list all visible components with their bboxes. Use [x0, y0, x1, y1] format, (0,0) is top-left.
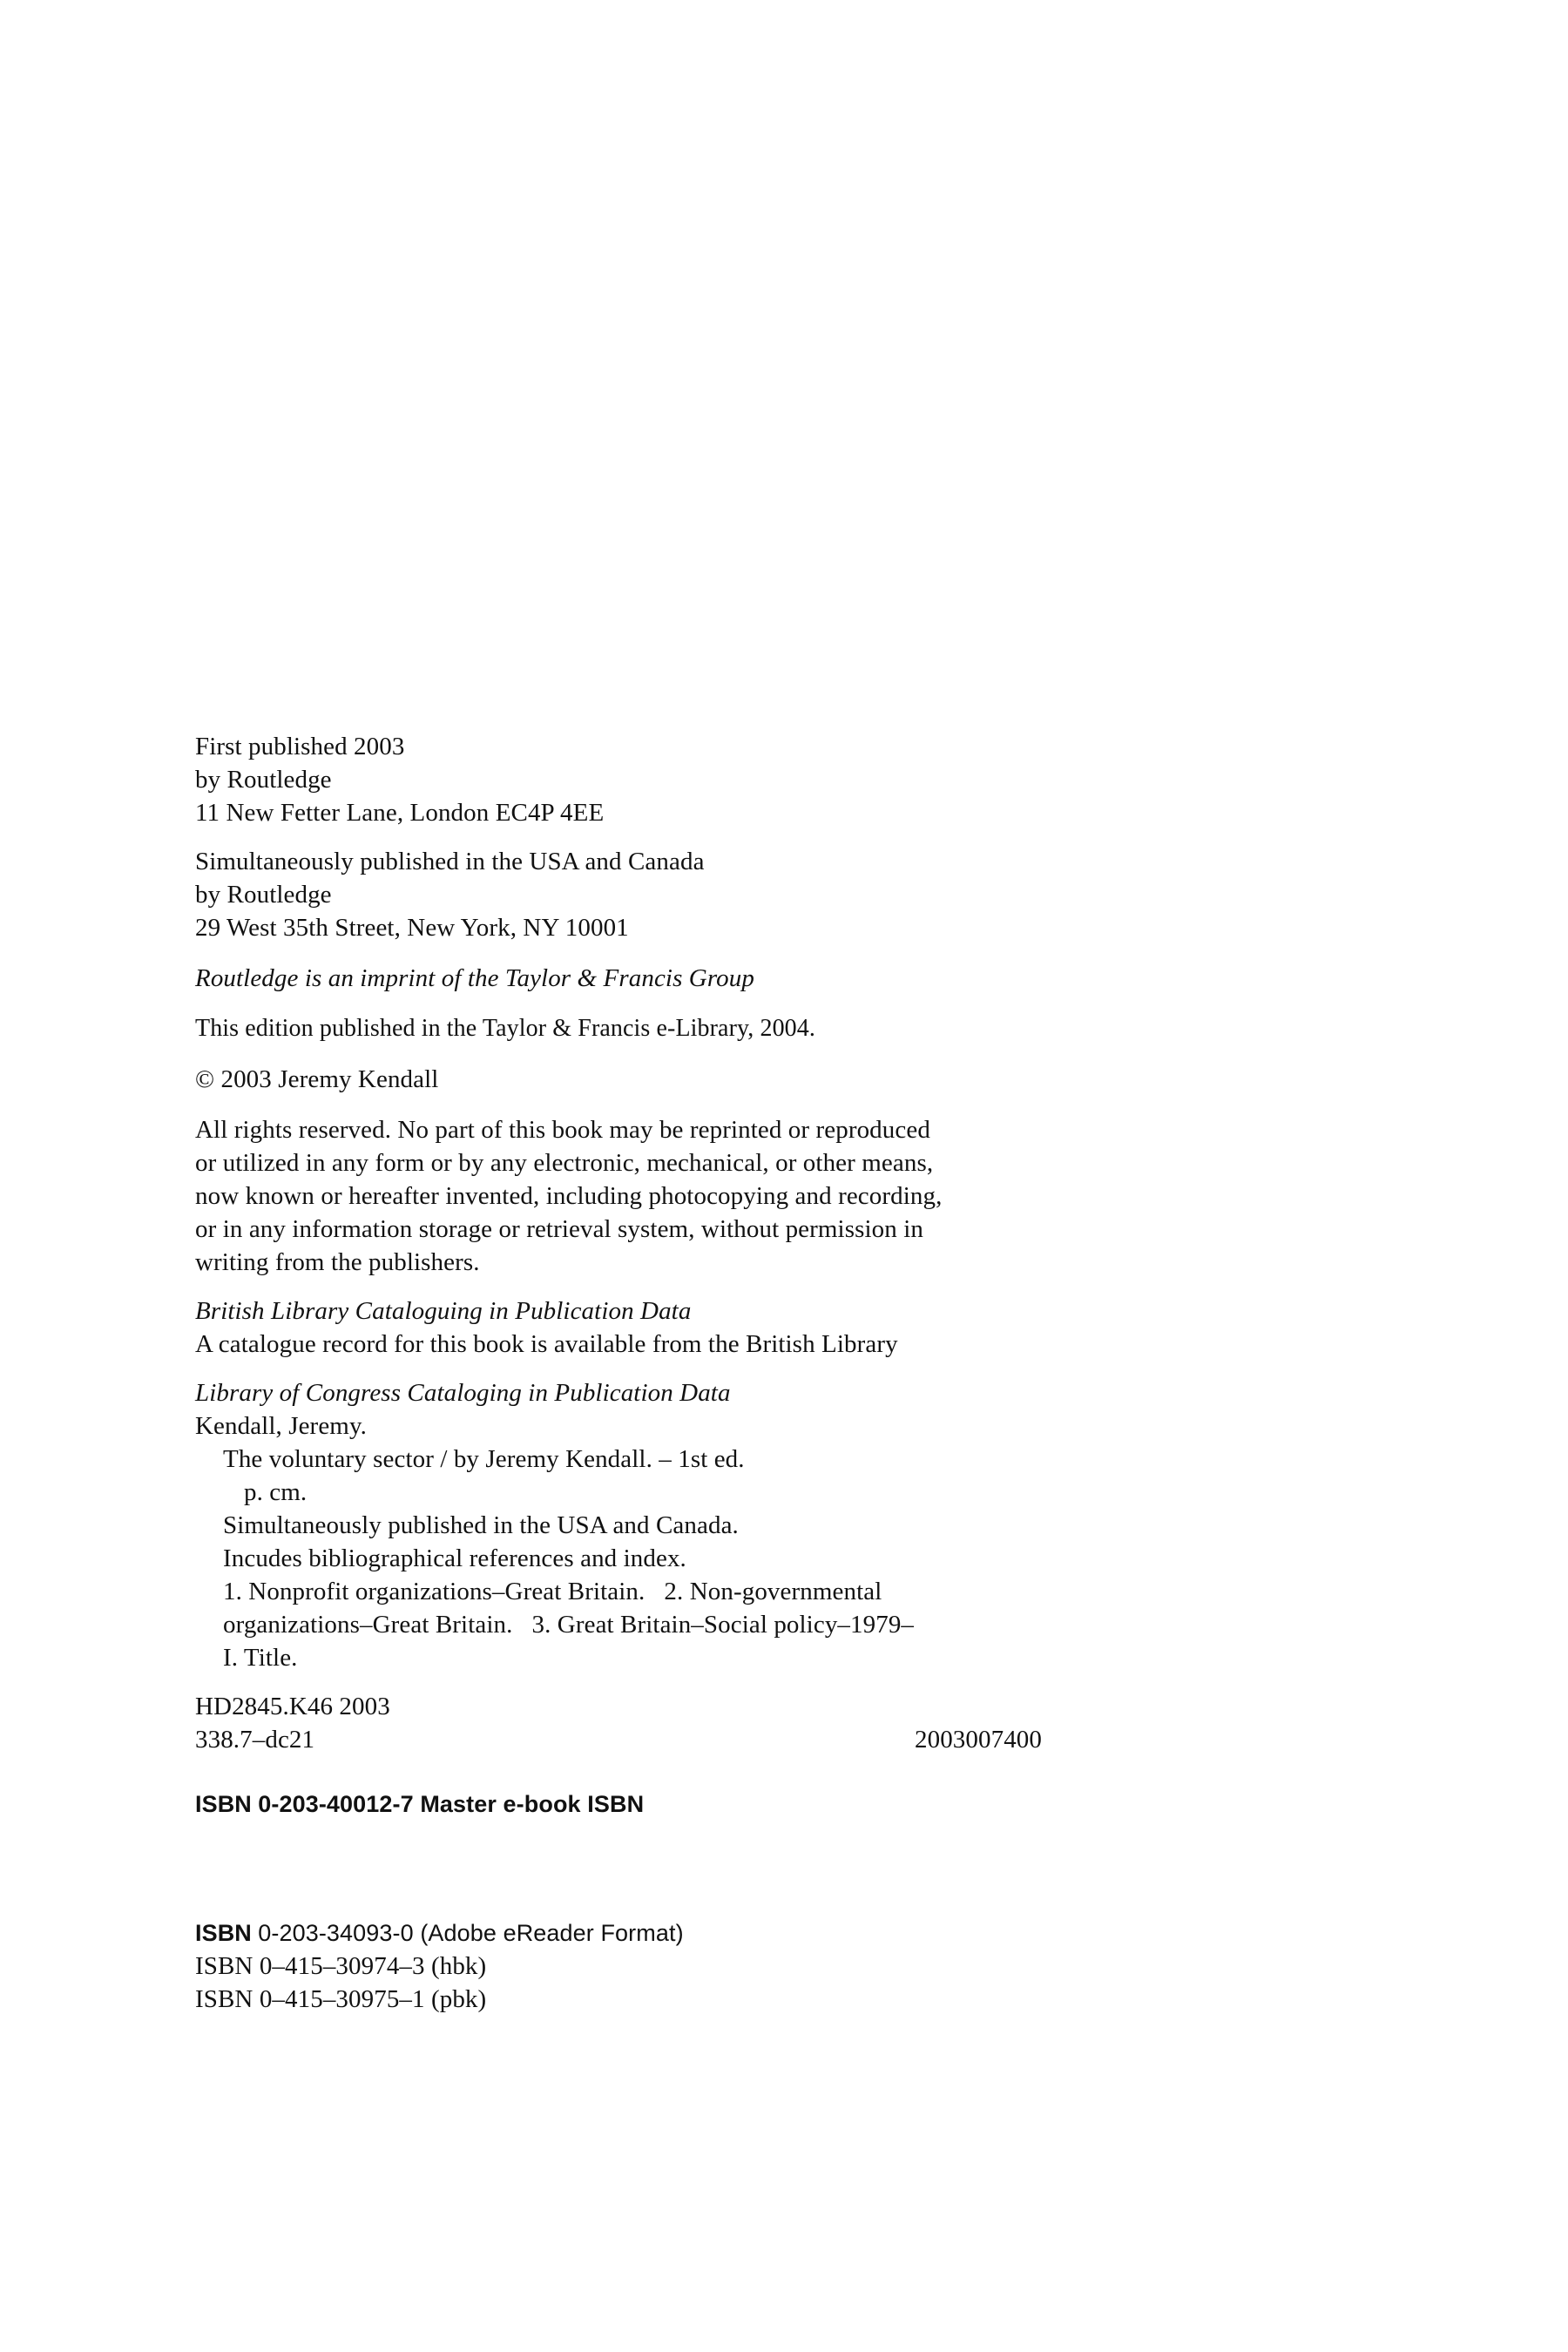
- loc-subjects-2: organizations–Great Britain. 3. Great Britain–Social policy–1979–: [223, 1611, 915, 1639]
- first-published-line: First published 2003: [195, 733, 405, 760]
- loc-title-line: The voluntary sector / by Jeremy Kendall. – 1st ed.: [223, 1445, 745, 1473]
- loc-pages: p. cm.: [244, 1478, 308, 1506]
- loc-subjects-1: 1. Nonprofit organizations–Great Britain. 2. Non-governmental: [223, 1578, 882, 1605]
- rights-line-2: or utilized in any form or by any electronic, mechanical, or other means,: [195, 1149, 934, 1177]
- isbn-master-label: ISBN: [195, 1791, 252, 1817]
- isbn-pbk: ISBN 0–415–30975–1 (pbk): [195, 1985, 487, 2013]
- loc-heading: Library of Congress Cataloging in Publication Data: [195, 1379, 731, 1407]
- loc-title-entry: I. Title.: [223, 1644, 298, 1672]
- publisher-address-us: 29 West 35th Street, New York, NY 10001: [195, 914, 629, 942]
- copyright-line: © 2003 Jeremy Kendall: [195, 1065, 439, 1093]
- loc-dewey: 338.7–dc21: [195, 1726, 315, 1754]
- loc-author: Kendall, Jeremy.: [195, 1412, 368, 1440]
- isbn-hbk: ISBN 0–415–30974–3 (hbk): [195, 1952, 487, 1980]
- imprint-note: Routledge is an imprint of the Taylor & Francis Group: [195, 964, 754, 992]
- loc-call-number: HD2845.K46 2003: [195, 1693, 390, 1720]
- publisher-line-2: by Routledge: [195, 881, 332, 909]
- publisher-line-1: by Routledge: [195, 766, 332, 794]
- isbn-adobe-label: ISBN: [195, 1920, 252, 1946]
- isbn-master: [195, 1788, 644, 1821]
- isbn-adobe: [195, 1916, 684, 1950]
- edition-note: This edition published in the Taylor & Francis e-Library, 2004.: [195, 1015, 815, 1042]
- rights-line-4: or in any information storage or retrieval system, without permission in: [195, 1215, 923, 1243]
- publisher-address-uk: 11 New Fetter Lane, London EC4P 4EE: [195, 799, 605, 827]
- british-library-text: A catalogue record for this book is available from the British Library: [195, 1330, 898, 1358]
- isbn-master-value: 0-203-40012-7 Master e-book ISBN: [258, 1791, 645, 1817]
- rights-line-3: now known or hereafter invented, including photocopying and recording,: [195, 1182, 943, 1210]
- loc-includes: Incudes bibliographical references and index.: [223, 1544, 686, 1572]
- loc-lccn: 2003007400: [915, 1726, 1042, 1754]
- loc-simultaneous: Simultaneously published in the USA and Canada.: [223, 1511, 739, 1539]
- british-library-heading: British Library Cataloguing in Publication Data: [195, 1297, 692, 1325]
- isbn-adobe-value: 0-203-34093-0 (Adobe eReader Format): [258, 1920, 684, 1946]
- rights-line-5: writing from the publishers.: [195, 1248, 480, 1276]
- rights-line-1: All rights reserved. No part of this book may be reprinted or reproduced: [195, 1116, 930, 1144]
- simultaneous-publication-line: Simultaneously published in the USA and Canada: [195, 848, 705, 875]
